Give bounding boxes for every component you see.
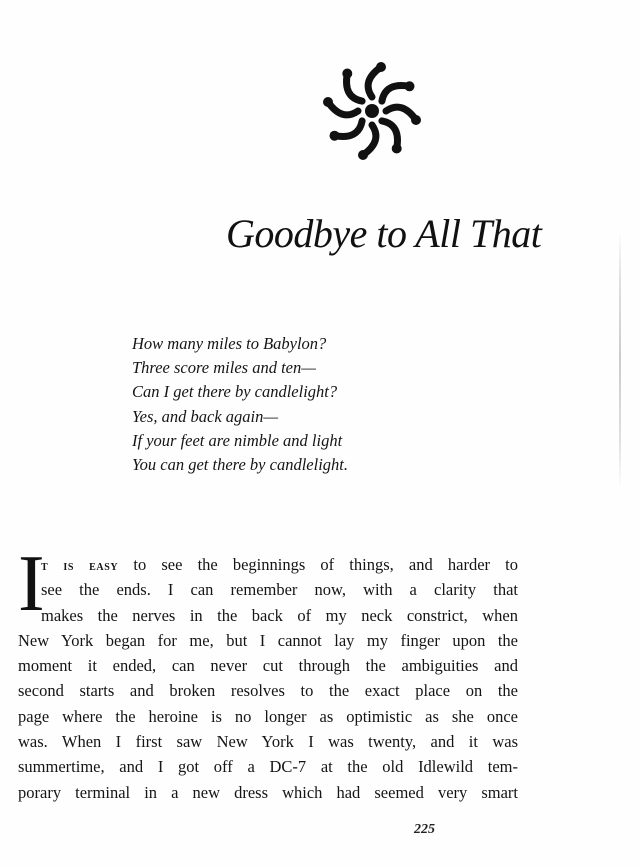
drop-cap: I <box>18 540 45 628</box>
body-line: second starts and broken resolves to the exact place on the <box>18 681 518 701</box>
chapter-title: Goodbye to All That <box>226 211 542 256</box>
body-line: New York began for me, but I cannot lay my finger upon the <box>18 630 518 650</box>
ornament-curl <box>392 144 402 154</box>
ornament-curl <box>342 69 352 79</box>
epigraph-line: If your feet are nimble and light <box>132 430 343 450</box>
ornament-curl <box>405 81 415 91</box>
page-number: 225 <box>414 822 435 837</box>
body-line: moment it ended, can never cut through the ambiguities and <box>18 656 518 676</box>
epigraph <box>132 332 462 477</box>
ornament-curl <box>358 150 368 160</box>
opening-smallcaps: t is easy <box>41 559 119 574</box>
epigraph-line: You can get there by candlelight. <box>132 455 348 475</box>
body-line: summertime, and I got off a DC-7 at the old Idlewild tem- <box>18 757 518 777</box>
body-text <box>18 552 518 805</box>
body-line: see the ends. I can remember now, with a clarity that <box>41 580 518 600</box>
body-line: was. When I first saw New York I was twenty, and it was <box>18 732 518 752</box>
ornament-curl <box>376 62 386 72</box>
body-line <box>18 552 518 577</box>
epigraph-line: Can I get there by candlelight? <box>132 382 338 402</box>
epigraph-line: Three score miles and ten— <box>132 358 316 378</box>
epigraph-line: Yes, and back again— <box>132 406 279 426</box>
ornament-curl <box>330 131 340 141</box>
epigraph-line: How many miles to Babylon? <box>132 334 327 353</box>
page-edge-shadow <box>619 230 621 490</box>
ornament-curl <box>323 97 333 107</box>
body-line: makes the nerves in the back of my neck constrict, when <box>41 605 518 625</box>
body-line-text: to see the beginnings of things, and harder to <box>118 555 518 574</box>
body-line: porary terminal in a new dress which had seemed very smart <box>18 782 518 802</box>
ornament-curl <box>411 115 421 125</box>
floral-ornament-icon <box>306 52 438 170</box>
body-line: page where the heroine is no longer as optimistic as she once <box>18 706 518 726</box>
